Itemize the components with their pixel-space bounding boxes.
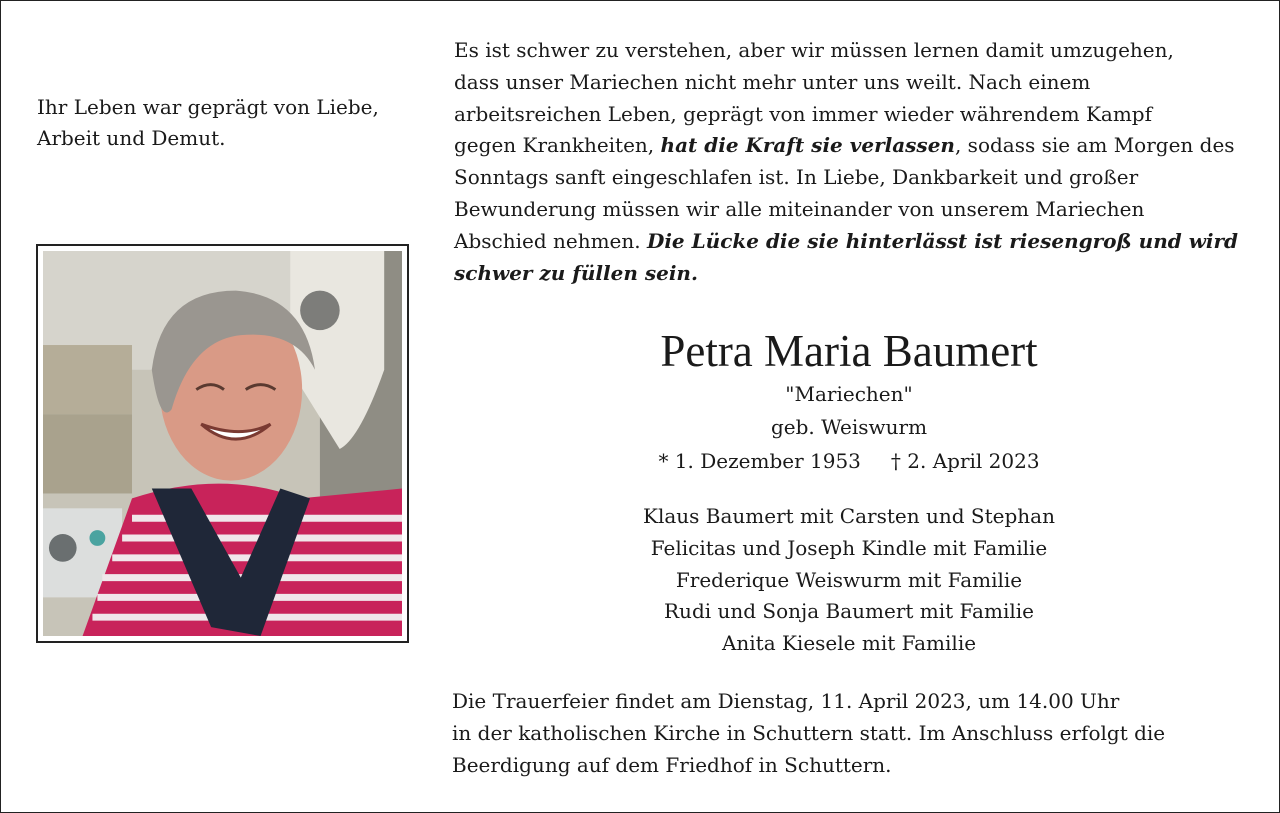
family-member: Frederique Weiswurm mit Familie [675,567,1023,592]
service-line: Die Trauerfeier findet am Dienstag, 11. April 2023, um 14.00 Uhr [452,689,1120,713]
service-info [452,685,1252,781]
family-member: Klaus Baumert mit Carsten und Stephan [643,504,1055,528]
service-line: Beerdigung auf dem Friedhof in Schuttern. [452,753,892,777]
portrait-frame [36,244,409,643]
portrait-photo-icon [43,251,402,636]
deceased-birth-name: geb. Weiswurm [770,415,928,439]
deceased-nickname: "Mariechen" [785,382,913,406]
intro-emphasis: schwer zu füllen sein. [454,260,698,285]
intro-line [454,258,1254,290]
quote-line: Arbeit und Demut. [37,126,226,150]
intro-text-span: , sodass sie am Morgen des [954,133,1235,158]
quote-line: Ihr Leben war geprägt von Liebe, [37,95,379,119]
service-line: in der katholischen Kirche in Schuttern statt. Im Anschluss erfolgt die [452,721,1166,745]
family-list [454,501,1244,660]
intro-line [454,226,1254,258]
family-member: Anita Kiesele mit Familie [721,631,977,656]
intro-line: arbeitsreichen Leben, geprägt von immer wieder währendem Kampf [454,101,1153,126]
intro-line: Es ist schwer zu verstehen, aber wir müssen lernen damit umzugehen, [454,38,1174,62]
intro-text-span: Abschied nehmen. [454,228,647,253]
family-member: Rudi und Sonja Baumert mit Familie [664,599,1034,624]
intro-emphasis: hat die Kraft sie verlassen [660,133,955,158]
intro-text [454,35,1254,289]
family-member: Felicitas und Joseph Kindle mit Familie [650,535,1048,560]
deceased-name: Petra Maria Baumert [660,326,1038,376]
intro-line: Bewunderung müssen wir alle miteinander von unserem Mariechen [454,196,1145,221]
portrait-photo [43,251,402,636]
death-date: † 2. April 2023 [890,449,1040,473]
left-quote [37,92,417,154]
life-dates [454,445,1244,477]
intro-line: Sonntags sanft eingeschlafen ist. In Liebe, Dankbarkeit und großer [454,165,1139,190]
intro-text-span: gegen Krankheiten, [454,133,661,158]
intro-line: dass unser Mariechen nicht mehr unter uns weilt. Nach einem [454,69,1091,94]
intro-emphasis: Die Lücke die sie hinterlässt ist riesengroß und wird [646,228,1239,253]
birth-date: * 1. Dezember 1953 [658,449,861,473]
intro-line [454,130,1254,162]
